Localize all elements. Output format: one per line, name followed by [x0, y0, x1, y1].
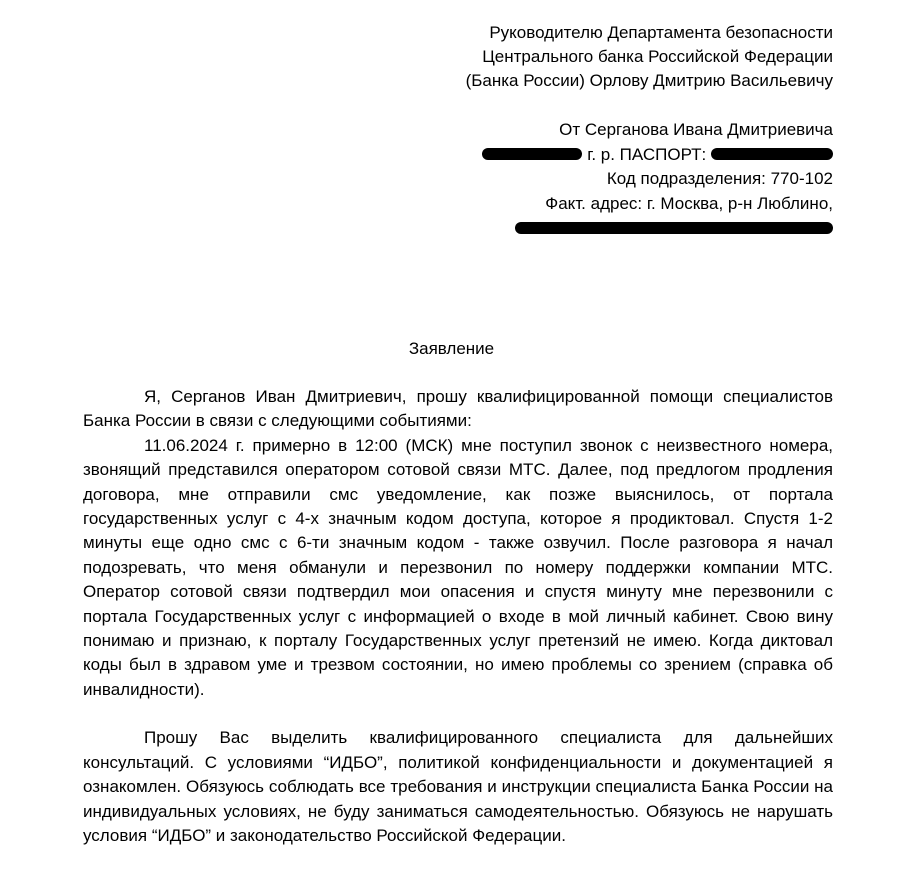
redaction-mark: [482, 148, 582, 160]
paragraph-request: Я, Серганов Иван Дмитриевич, прошу квалифицированной помощи специалистов Банка России в связи с следующими событиями:: [83, 387, 833, 431]
paragraph-commitment: Прошу Вас выделить квалифицированного специалиста для дальнейших консультаций. С условиями “ИДБО”, политикой конфиденциальности и документацией я ознакомлен. Обязуюсь соблюдать все требования и инструкции специалиста Банка России на индивидуальных условиях, не буду заниматься самодеятельностью. Обязуюсь не нарушать условия “ИДБО” и законодательство Российской Федерации.: [83, 728, 833, 845]
sender-address: Факт. адрес: г. Москва, р-н Люблино,: [545, 193, 833, 213]
sender-division-code: Код подразделения: 770-102: [606, 169, 833, 188]
document-title: Заявление: [408, 339, 495, 358]
paragraph-gap: [83, 702, 833, 726]
sender-address-street-line: [482, 216, 833, 241]
sender-birth-passport-line: [482, 143, 833, 168]
addressee-block: [466, 21, 833, 93]
document-body: [83, 385, 833, 848]
addressee-line-2: Центрального банка Российской Федерации: [482, 47, 833, 66]
redaction-mark: [711, 148, 833, 160]
paragraph-incident: 11.06.2024 г. примерно в 12:00 (МСК) мне поступил звонок с неизвестного номера, звонящий представился оператором сотовой связи МТС. Далее, под предлогом продления договора, мне отправили смс уведомление, как позже выяснилось, от портала государственных услуг с 4-х значным кодом доступа, которое я продиктовал. Спустя 1-2 минуты еще одно смс с 6-ти значным кодом - также озвучил. После разговора я начал подозревать, что меня обманули и перезвонил по номеру поддержки компании МТС. Оператор сотовой связи подтвердил мои опасения и спустя минуту мне перезвонили с портала Государственных услуг с информацией о входе в мой личный кабинет. Свою вину понимаю и признаю, к порталу Государственных услуг претензий не имею. Когда диктовал коды был в здравом уме и трезвом состоянии, но имею проблемы со зрением (справка об инвалидности).: [83, 435, 833, 699]
sender-birth-suffix: г. р. ПАСПОРТ:: [587, 144, 707, 164]
sender-block: [482, 118, 833, 241]
addressee-line-3: (Банка России) Орлову Дмитрию Васильевичу: [465, 71, 833, 90]
sender-from: От Серганова Ивана Дмитриевича: [559, 120, 833, 139]
redaction-mark: [515, 222, 833, 234]
addressee-line-1: Руководителю Департамента безопасности: [489, 23, 833, 42]
